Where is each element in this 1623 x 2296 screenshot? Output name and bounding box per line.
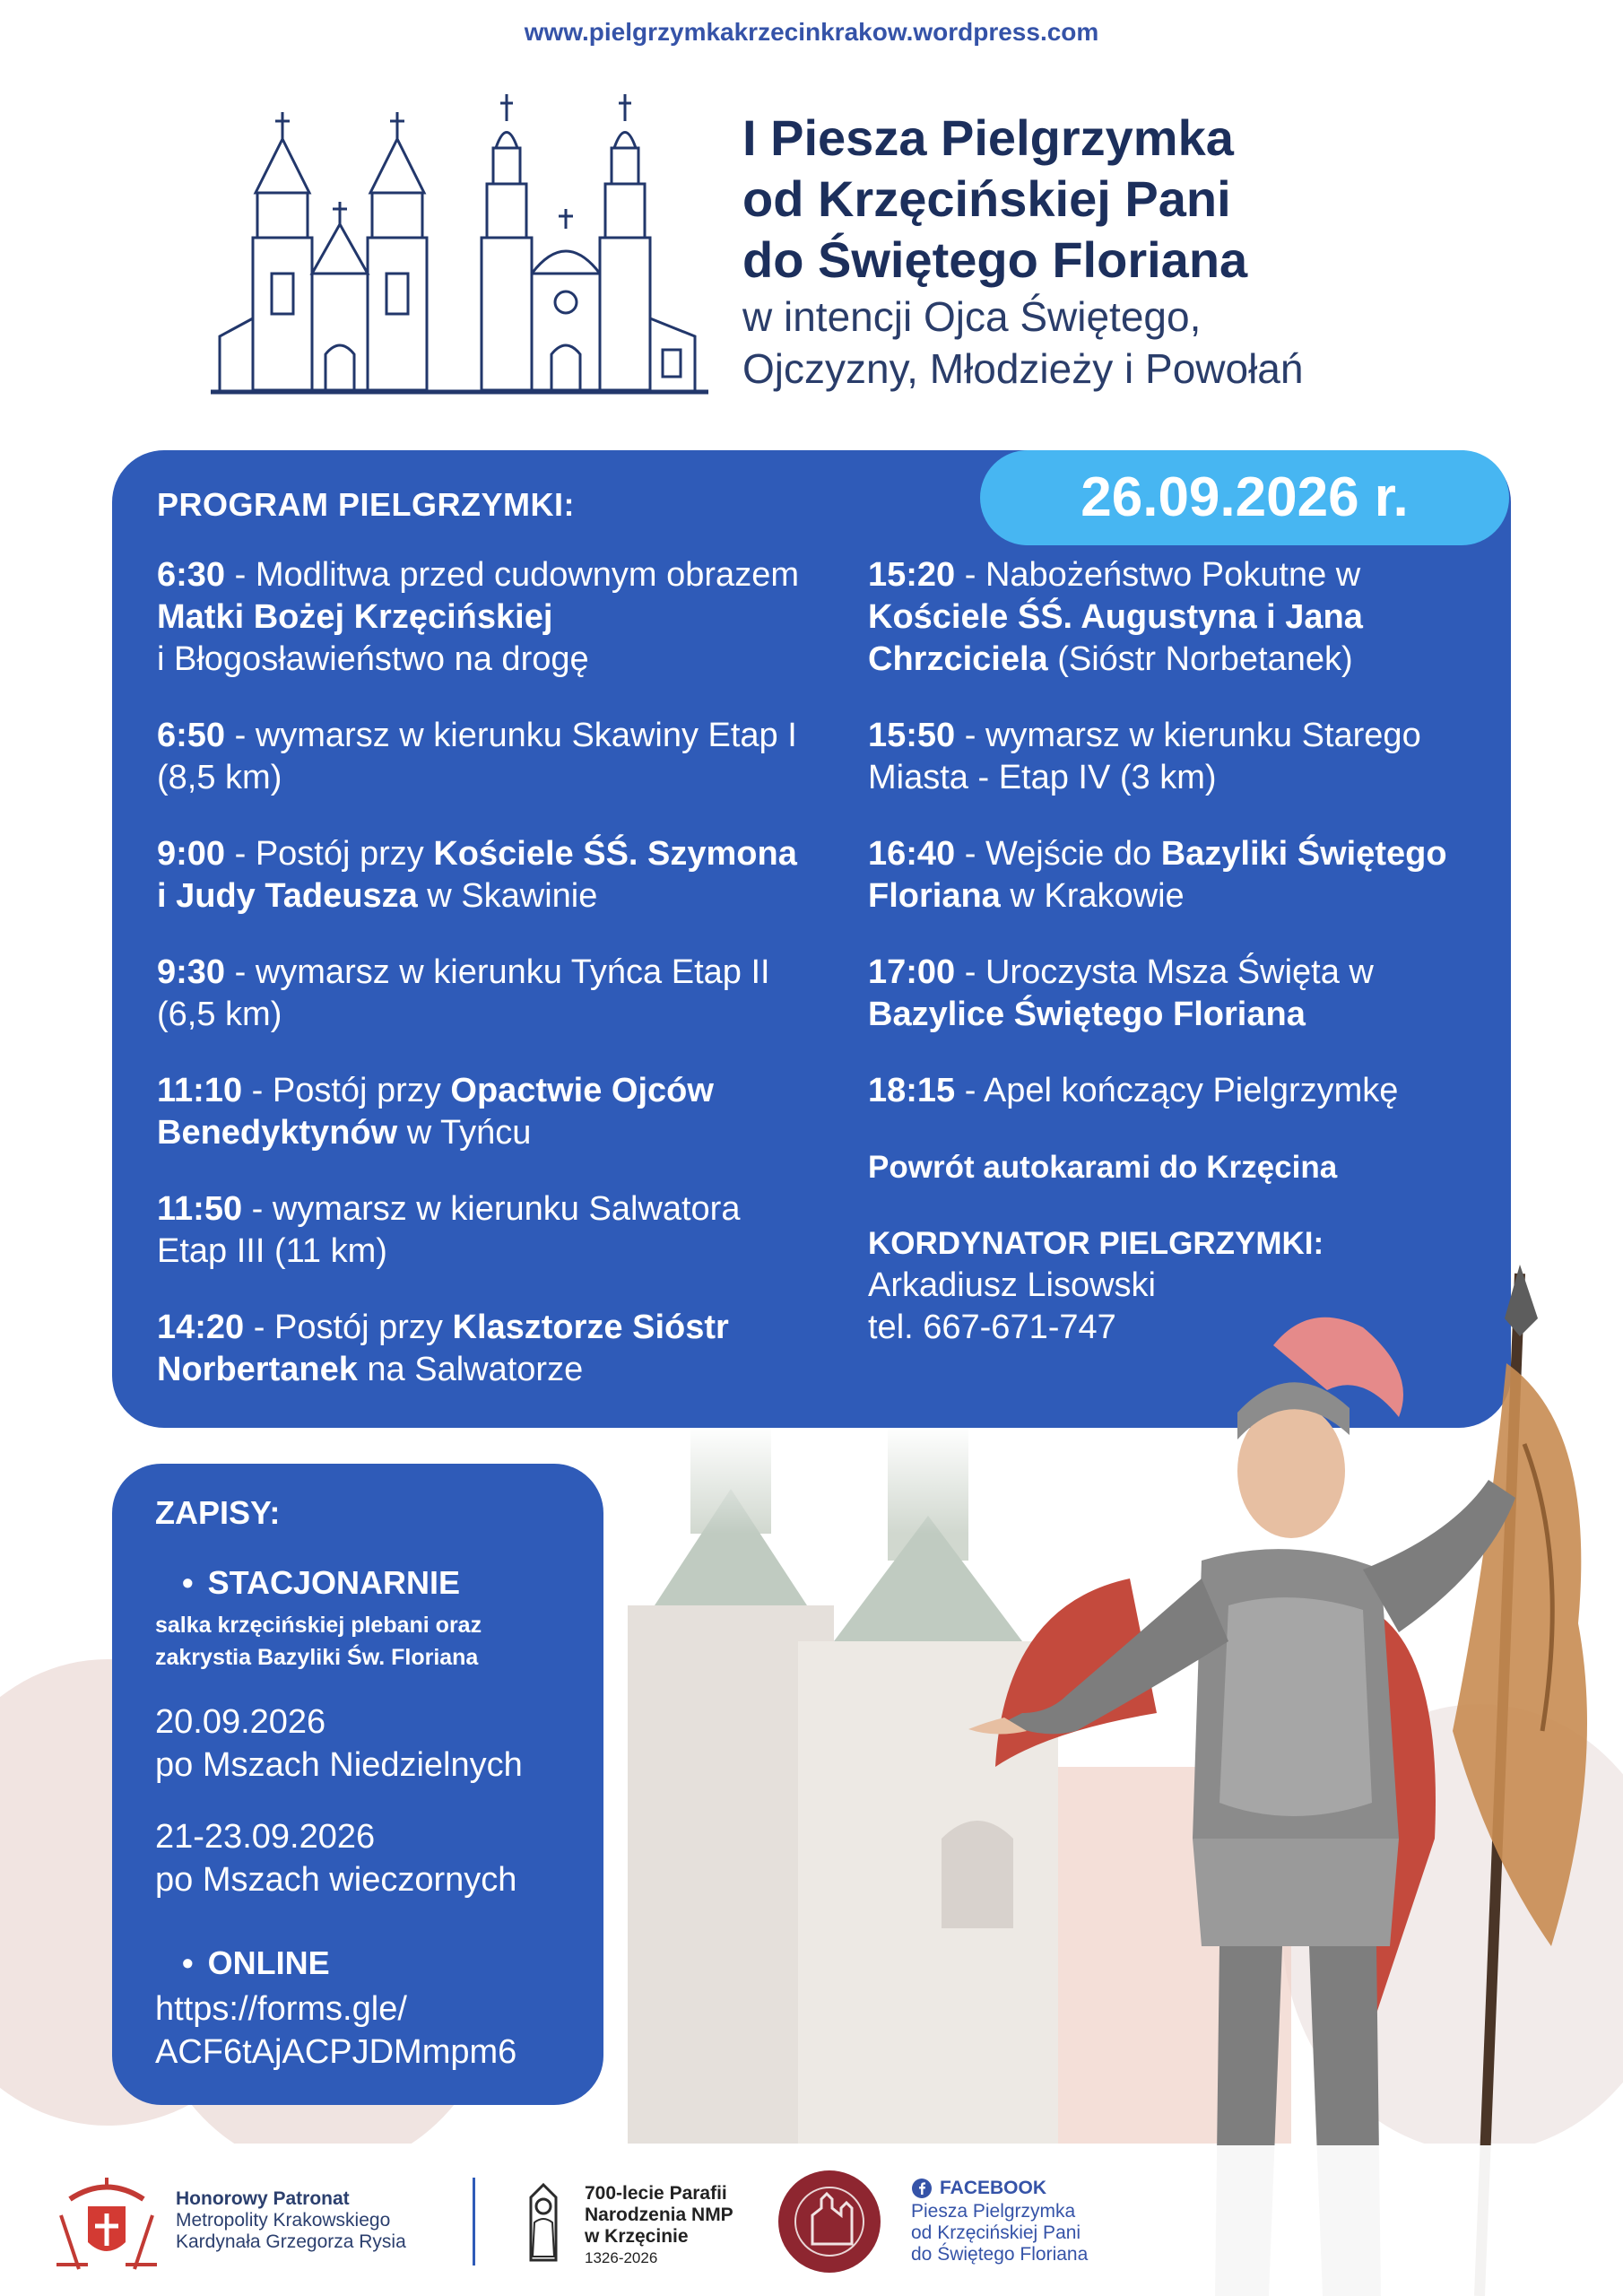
title-line-3: do Świętego Floriana	[742, 231, 1248, 288]
return-note: Powrót autokarami do Krzęcina	[868, 1150, 1338, 1185]
signup-date-2: 21-23.09.2026	[155, 1818, 376, 1856]
facebook-label[interactable]: FACEBOOK	[940, 2178, 1047, 2198]
madonna-icon	[515, 2179, 572, 2269]
title-line-2: od Krzęcińskiej Pani	[742, 170, 1231, 227]
patron-text: Honorowy Patronat Metropolity Krakowskiego Kardynała Grzegorza Rysia	[176, 2188, 406, 2252]
program-item: 9:00 - Postój przy Kościele ŚŚ. Szymona i Judy Tadeusza w Skawinie	[157, 835, 797, 915]
onsite-label: • STACJONARNIE	[182, 1564, 460, 1602]
program-column-left	[157, 554, 812, 1425]
cardinal-coat-of-arms-icon	[52, 2170, 161, 2276]
date-badge: 26.09.2026 r.	[980, 450, 1509, 545]
footer-divider	[473, 2178, 475, 2266]
facebook-icon[interactable]	[911, 2178, 933, 2199]
onsite-desc-1: salka krzęcińskiej plebani oraz	[155, 1613, 482, 1638]
facebook-page-name[interactable]: Piesza Pielgrzymka od Krzęcińskiej Pani do Świętego Floriana	[911, 2201, 1089, 2265]
online-label: • ONLINE	[182, 1944, 330, 1982]
churches-illustration	[211, 94, 708, 399]
coordinator-phone[interactable]: tel. 667-671-747	[868, 1309, 1116, 1346]
subtitle-line-2: Ojczyzny, Młodzieży i Powołań	[742, 345, 1304, 392]
program-item: 11:10 - Postój przy Opactwie Ojców Benedyktynów w Tyńcu	[157, 1072, 714, 1152]
signup-date-1: 20.09.2026	[155, 1703, 326, 1741]
poster-title	[742, 108, 1594, 395]
program-item: 15:50 - wymarsz w kierunku Starego Miasta - Etap IV (3 km)	[868, 717, 1421, 796]
program-item: 18:15 - Apel kończący Pielgrzymkę	[868, 1072, 1399, 1109]
program-heading: PROGRAM PIELGRZYMKI:	[157, 486, 575, 523]
signup-heading: ZAPISY:	[155, 1494, 281, 1531]
signup-date-1-desc: po Mszach Niedzielnych	[155, 1746, 523, 1784]
website-url[interactable]: www.pielgrzymkakrzecinkrakow.wordpress.com	[524, 18, 1099, 46]
online-link-2[interactable]: ACF6tAjACPJDMmpm6	[155, 2033, 517, 2071]
coordinator-name: Arkadiusz Lisowski	[868, 1266, 1156, 1304]
program-item: 6:30 - Modlitwa przed cudownym obrazem Matki Bożej Krzęcińskiej i Błogosławieństwo na drogę	[157, 556, 799, 678]
online-link-1[interactable]: https://forms.gle/	[155, 1990, 407, 2028]
program-column-right	[868, 554, 1496, 1349]
title-line-1: I Piesza Pielgrzymka	[742, 109, 1234, 166]
program-item: 15:20 - Nabożeństwo Pokutne w Kościele ŚŚ. Augustyna i Jana Chrzciciela (Sióstr Norbetanek)	[868, 556, 1363, 678]
program-item: 16:40 - Wejście do Bazyliki Świętego Floriana w Krakowie	[868, 835, 1447, 915]
onsite-desc-2: zakrystia Bazyliki Św. Floriana	[155, 1645, 479, 1670]
program-item: 11:50 - wymarsz w kierunku Salwatora Etap III (11 km)	[157, 1190, 741, 1270]
signup-panel	[112, 1464, 603, 2105]
basilica-seal-icon	[777, 2169, 882, 2274]
coordinator-heading: KORDYNATOR PIELGRZYMKI:	[868, 1226, 1324, 1261]
program-item: 6:50 - wymarsz w kierunku Skawiny Etap I (8,5 km)	[157, 717, 797, 796]
saint-florian-illustration	[861, 1265, 1623, 2296]
program-item: 17:00 - Uroczysta Msza Święta w Bazylice Świętego Floriana	[868, 953, 1374, 1033]
parish-anniversary-text: 700-lecie Parafii Narodzenia NMP w Krzęcinie 1326-2026	[585, 2183, 733, 2266]
subtitle-line-1: w intencji Ojca Świętego,	[742, 293, 1202, 340]
signup-date-2-desc: po Mszach wieczornych	[155, 1861, 517, 1899]
program-item: 14:20 - Postój przy Klasztorze Sióstr Norbertanek na Salwatorze	[157, 1309, 729, 1388]
program-item: 9:30 - wymarsz w kierunku Tyńca Etap II (6,5 km)	[157, 953, 770, 1033]
